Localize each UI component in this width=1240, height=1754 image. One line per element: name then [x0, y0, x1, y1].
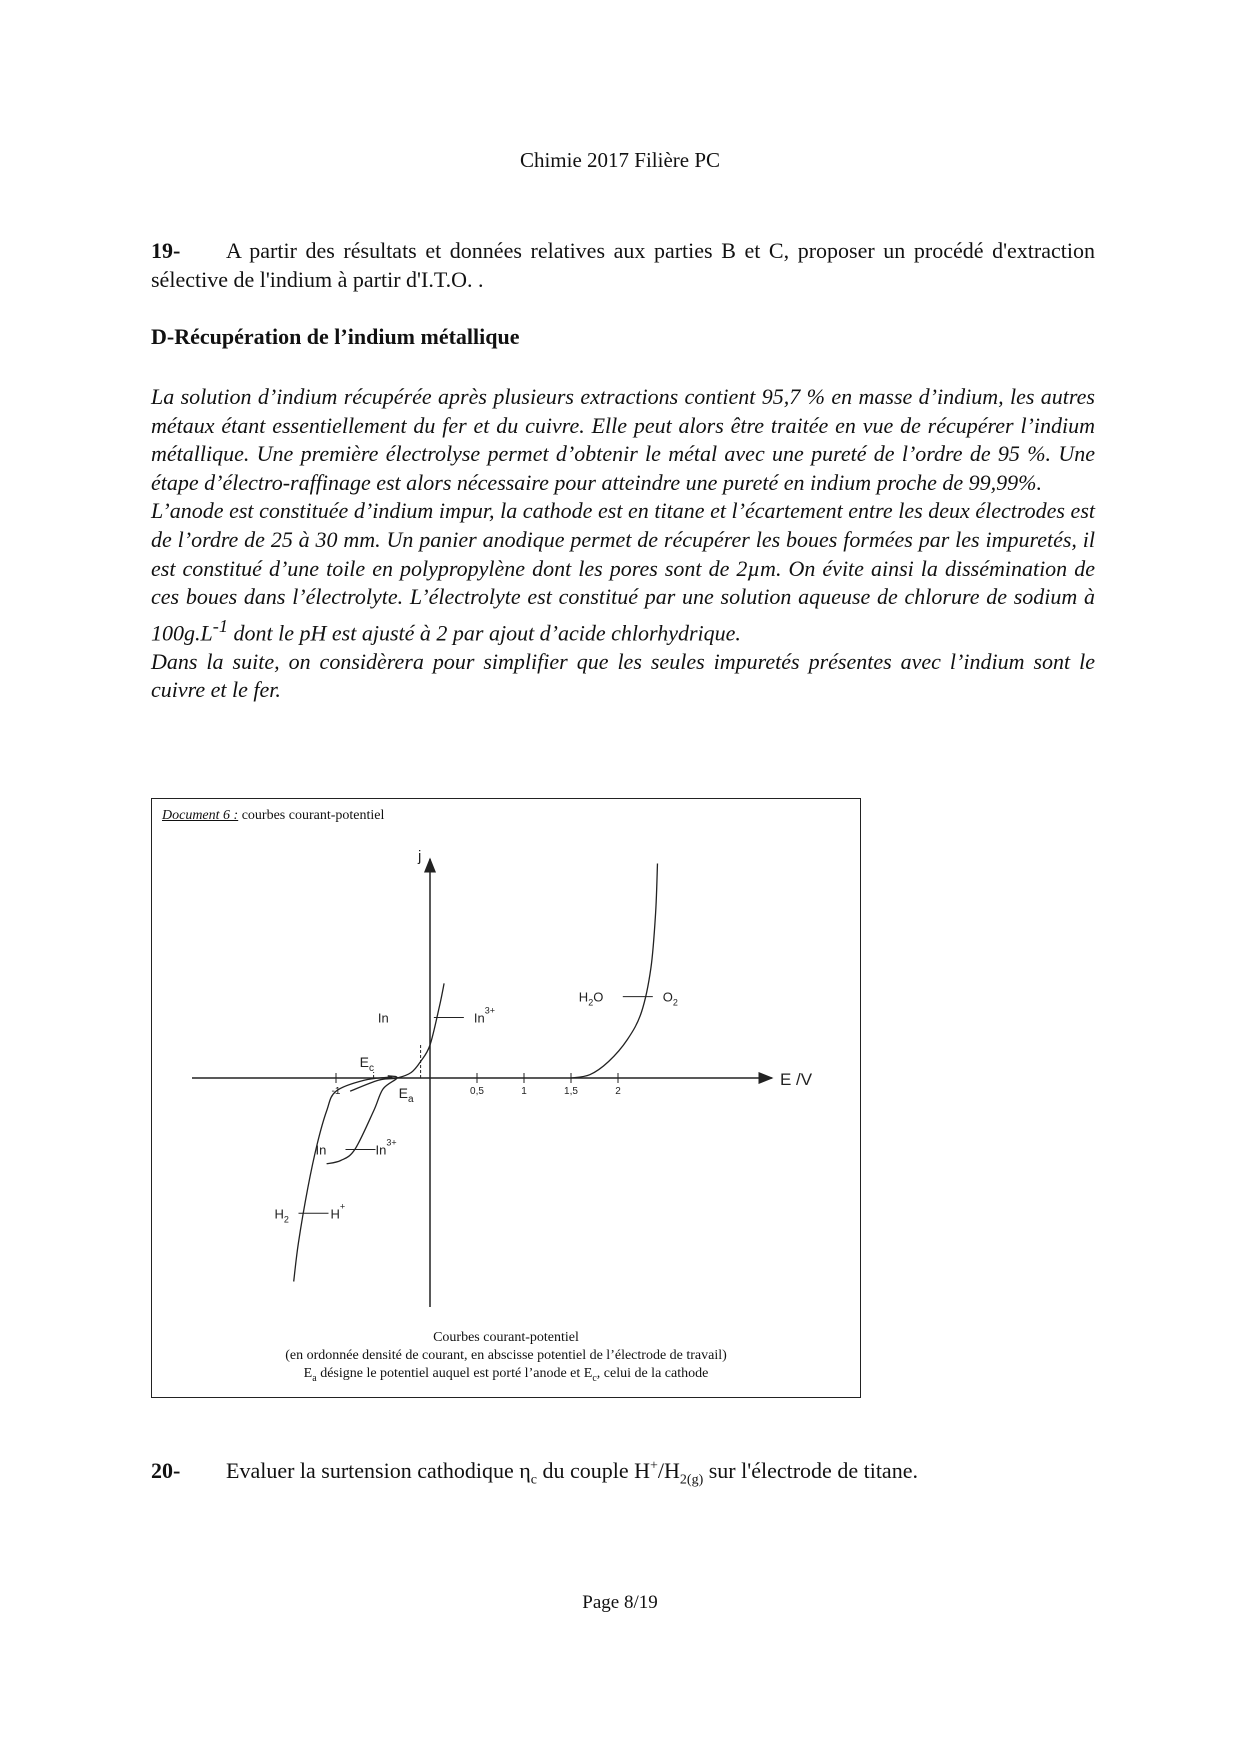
- reaction-right-label-0: $In^{3+}$: [473, 1005, 495, 1026]
- x-tick-label-0: -1: [331, 1086, 341, 1097]
- document-6-caption: Document 6 : courbes courant-potentiel: [162, 808, 385, 823]
- reaction-left-label-1: In: [315, 1142, 327, 1158]
- reaction-left-label-3: $H_2O$: [578, 989, 604, 1008]
- y-axis-label: j: [418, 848, 422, 865]
- x-axis-label: E /V: [780, 1070, 813, 1089]
- current-potential-plot: [152, 799, 862, 1329]
- document-6-figure: [151, 798, 861, 1398]
- question-19-number: 19-: [151, 238, 181, 263]
- document-6-legend: [152, 1329, 860, 1388]
- section-title: D-Récupération de l’indium métallique: [151, 324, 520, 349]
- legend-line-1: Courbes courant-potentiel: [433, 1330, 579, 1345]
- question-20: 20- Evaluer la surtension cathodique $\eta_c$ du couple $H^+/H_{2(g)}$ sur l'électrode de titane.: [151, 1458, 918, 1488]
- intro-paragraph-1: La solution d’indium récupérée après plusieurs extractions contient 95,7 % en masse d’indium, les autres métaux étant essentiellement du fer et du cuivre. Elle peut alors être traitée en vue de récupérer l’indium métallique. Une première électrolyse permet d’obtenir le métal avec une pureté de l’ordre de 95 %. Une étape d’électro-raffinage est alors nécessaire pour atteindre une pureté en indium proche de 99,99%.: [151, 384, 1095, 495]
- x-tick-label-4: 2: [615, 1086, 621, 1097]
- x-tick-label-3: 1,5: [564, 1086, 578, 1097]
- question-19: [151, 236, 1095, 294]
- reaction-right-label-2: H+: [330, 1201, 346, 1222]
- x-tick-label-2: 1: [521, 1086, 527, 1097]
- marker-label-Ea: $E_a$: [398, 1085, 414, 1105]
- curve-2: [294, 1077, 393, 1282]
- reaction-left-label-0: In: [377, 1010, 389, 1026]
- legend-line-2: (en ordonnée densité de courant, en abscisse potentiel de l’électrode de travail): [285, 1348, 727, 1363]
- question-20-number: 20-: [151, 1458, 181, 1483]
- page-header: Chimie 2017 Filière PC: [519, 148, 721, 172]
- curve-3: [571, 864, 657, 1079]
- question-19-text: A partir des résultats et données relatives aux parties B et C, proposer un procédé d'extraction sélective de l'indium à partir d'I.T.O. .: [151, 238, 1095, 292]
- reaction-left-label-2: $H_2$: [274, 1206, 289, 1225]
- legend-line-3: $E_a$ désigne le potentiel auquel est porté l’anode et $E_c$, celui de la cathode: [303, 1366, 709, 1384]
- intro-paragraph-2: L’anode est constituée d’indium impur, la cathode est en titane et l’écartement entre les deux électrodes est de l’ordre de 25 à 30 mm. Un panier anodique permet de récupérer les boues formées par les impuretés, il est constitué d’une toile en polypropylène dont les pores sont de 2µm. On évite ainsi la dissémination de ces boues dans l’électrolyte. L’électrolyte est constitué par une solution aqueuse de chlorure de sodium à $100g.L^{-1}$ dont le pH est ajusté à 2 par ajout d’acide chlorhydrique.: [151, 498, 1095, 646]
- intro-text: [151, 383, 1095, 705]
- page-footer: Page 8/19: [582, 1592, 658, 1613]
- marker-label-Ec: $E_c$: [359, 1054, 374, 1074]
- intro-paragraph-3: Dans la suite, on considèrera pour simplifier que les seules impuretés présentes avec l’indium sont le cuivre et le fer.: [151, 648, 1095, 703]
- reaction-right-label-1: $In^{3+}$: [375, 1137, 397, 1158]
- x-tick-label-1: 0,5: [470, 1086, 484, 1097]
- reaction-right-label-3: $O_2$: [662, 989, 678, 1008]
